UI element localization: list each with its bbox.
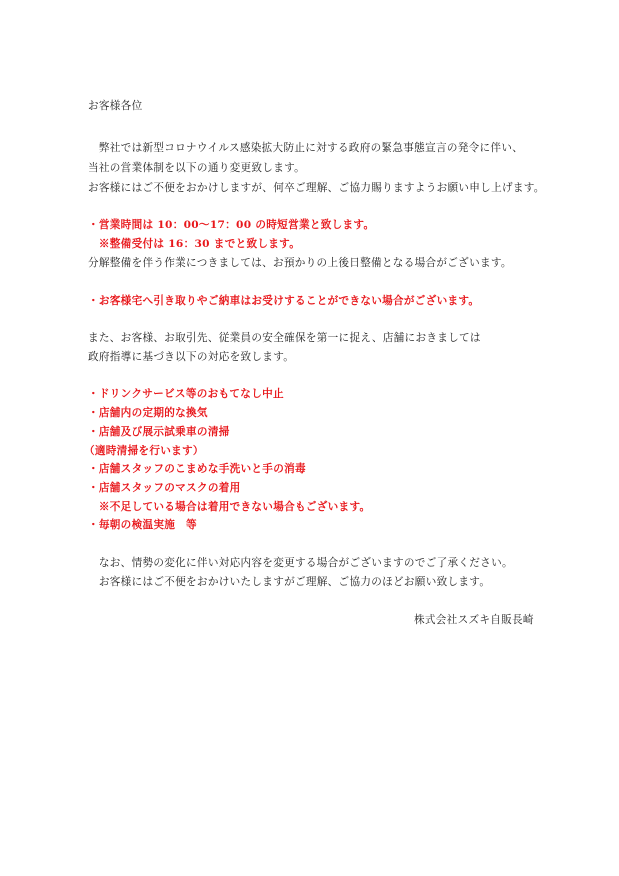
- closing-line-1: なお、情勢の変化に伴い対応内容を変更する場合がございますのでご了承ください。: [88, 557, 513, 569]
- measure-item: ・毎朝の検温実施 等: [88, 519, 197, 531]
- intro-line-2: 当社の営業体制を以下の通り変更致します。: [88, 162, 306, 174]
- measure-item: ・店舗スタッフのこまめな手洗いと手の消毒: [88, 463, 306, 475]
- measure-item: ・店舗スタッフのマスクの着用: [88, 482, 241, 494]
- policy-intro-line-2: 政府指導に基づき以下の対応を致します。: [88, 351, 295, 363]
- business-hours-line: ・営業時間は 10：00～17：00 の時短営業と致します。: [88, 219, 375, 231]
- intro-line-3: お客様にはご不便をおかけしますが、何卒ご理解、ご協力賜りますようお願い申し上げます。: [88, 182, 545, 194]
- measure-item: ・店舗及び展示試乗車の清掃: [88, 426, 230, 438]
- policy-intro-line-1: また、お客様、お取引先、従業員の安全確保を第一に捉え、店舗におきましては: [88, 332, 481, 344]
- intro-line-1: 弊社では新型コロナウイルス感染拡大防止に対する政府の緊急事態宣言の発令に伴い、: [88, 142, 524, 154]
- salutation: お客様各位: [88, 100, 143, 112]
- closing-line-2: お客様にはご不便をおかけいたしますがご理解、ご協力のほどお願い致します。: [88, 576, 491, 588]
- maintenance-note: 分解整備を伴う作業につきましては、お預かりの上後日整備となる場合がございます。: [88, 257, 512, 269]
- company-signature: 株式会社スズキ自販長崎: [414, 614, 534, 626]
- measure-item: ・ドリンクサービス等のおもてなし中止: [88, 388, 284, 400]
- measure-item-note: ※不足している場合は着用できない場合もございます。: [88, 501, 371, 513]
- pickup-delivery-notice: ・お客様宅へ引き取りやご納車はお受けすることができない場合がございます。: [88, 295, 480, 307]
- measure-item-note: （適時清掃を行います）: [84, 445, 204, 457]
- service-reception-line: ※整備受付は 16：30 までと致します。: [88, 238, 301, 250]
- measure-item: ・店舗内の定期的な換気: [88, 407, 208, 419]
